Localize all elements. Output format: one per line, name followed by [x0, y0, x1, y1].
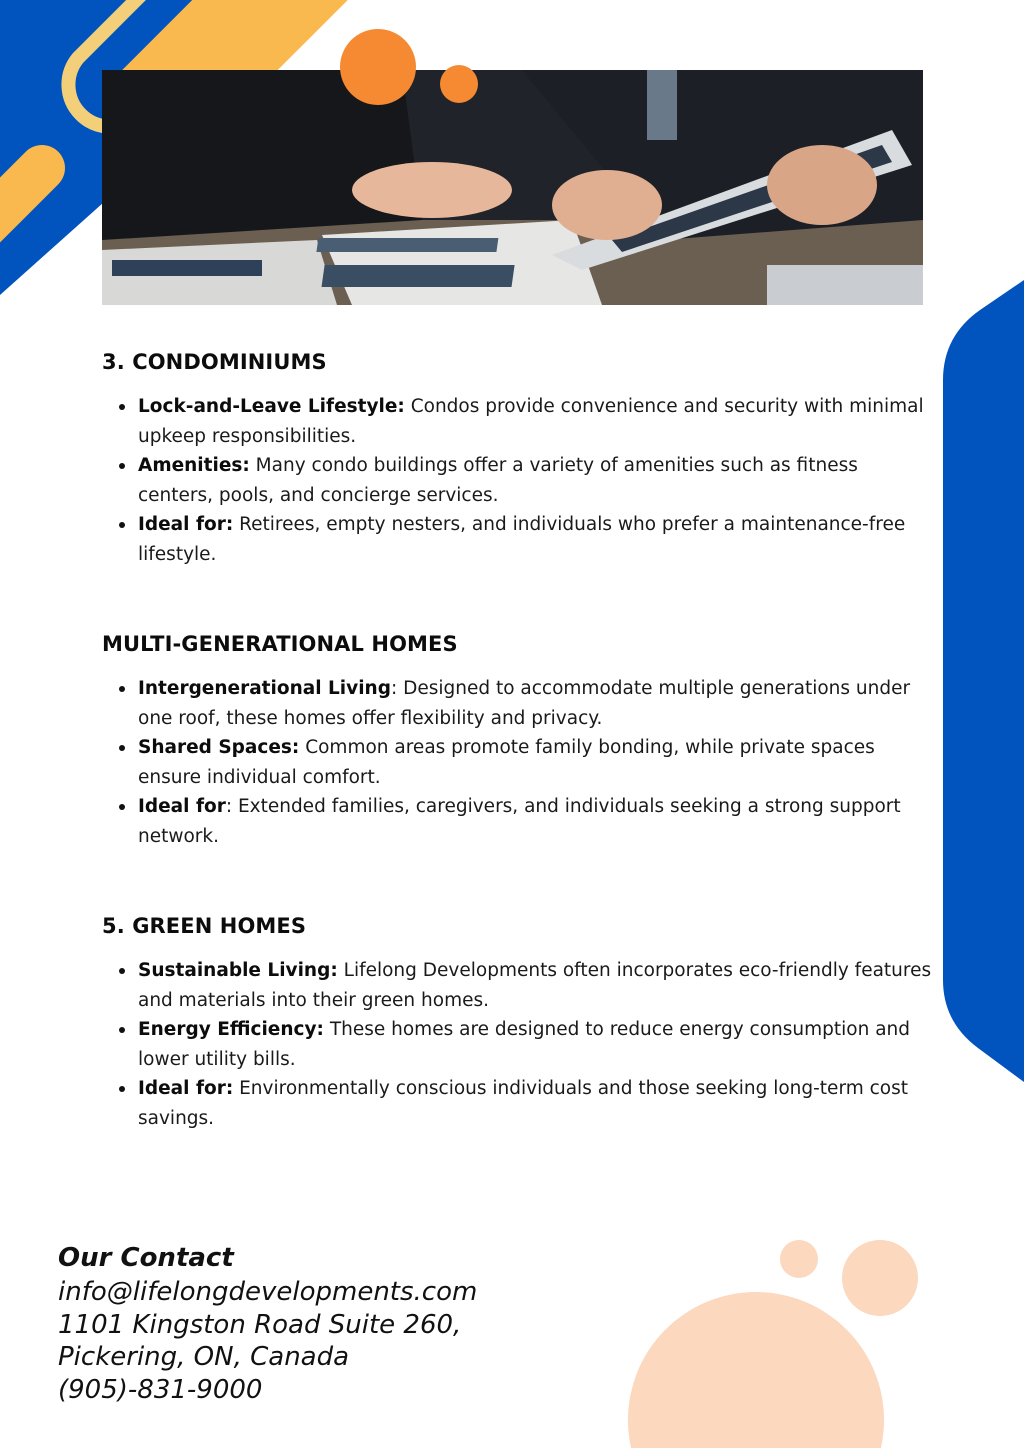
orange-circle-large	[340, 29, 416, 105]
item-label: Ideal for:	[138, 514, 234, 536]
bullet-list	[102, 674, 932, 852]
item-label: Ideal for	[138, 796, 226, 818]
meeting-illustration	[102, 70, 923, 305]
section-title: MULTI-GENERATIONAL HOMES	[102, 632, 458, 656]
list-item	[138, 956, 932, 1015]
item-label: Amenities:	[138, 455, 250, 477]
contact-email[interactable]: info@lifelongdevelopments.com	[58, 1277, 478, 1307]
item-text: Retirees, empty nesters, and individuals who prefer a maintenance-free lifestyle.	[138, 514, 906, 565]
item-text: Lifelong Developments often incorporates eco-friendly features and materials into their green homes.	[138, 960, 932, 1011]
decor-blue-side-tab	[940, 280, 1024, 1082]
bullet-list	[102, 392, 932, 570]
list-item	[138, 392, 932, 451]
item-text: : Extended families, caregivers, and individuals seeking a strong support network.	[138, 796, 901, 847]
item-text: Many condo buildings offer a variety of amenities such as fitness centers, pools, and concierge services.	[138, 455, 858, 506]
item-label: Sustainable Living:	[138, 960, 338, 981]
item-text: Condos provide convenience and security with minimal upkeep responsibilities.	[138, 396, 924, 447]
peach-circle-small	[780, 1240, 818, 1278]
decor-orange-circles	[330, 20, 490, 120]
list-item	[138, 1015, 932, 1074]
section-green-homes	[102, 914, 932, 1134]
list-item	[138, 792, 932, 851]
item-label: Lock-and-Leave Lifestyle:	[138, 396, 405, 417]
contact-block	[58, 1240, 477, 1406]
orange-circle-small	[440, 65, 478, 103]
item-text: Environmentally conscious individuals and those seeking long-term cost savings.	[138, 1078, 909, 1129]
contact-title: Our Contact	[58, 1243, 234, 1273]
section-title: 3. CONDOMINIUMS	[102, 350, 327, 374]
list-item	[138, 510, 932, 569]
bullet-list	[102, 956, 932, 1134]
item-label: Ideal for:	[138, 1078, 234, 1100]
list-item	[138, 1074, 932, 1133]
section-condominiums	[102, 350, 932, 570]
contact-address-line2: Pickering, ON, Canada	[58, 1342, 350, 1372]
item-text: Common areas promote family bonding, while private spaces ensure individual comfort.	[138, 737, 875, 788]
item-text: : Designed to accommodate multiple generations under one roof, these homes offer flexibility and privacy.	[138, 678, 911, 729]
item-label: Energy Efficiency:	[138, 1019, 324, 1041]
meeting-photo	[102, 70, 923, 305]
contact-address-line1: 1101 Kingston Road Suite 260,	[58, 1309, 462, 1340]
contact-phone[interactable]: (905)-831-9000	[58, 1374, 263, 1405]
list-item	[138, 733, 932, 792]
list-item	[138, 674, 932, 733]
peach-circle-large	[628, 1292, 884, 1448]
section-title: 5. GREEN HOMES	[102, 914, 307, 938]
peach-circle-medium	[842, 1240, 918, 1316]
item-text: These homes are designed to reduce energy consumption and lower utility bills.	[138, 1019, 911, 1070]
list-item	[138, 451, 932, 510]
item-label: Intergenerational Living	[138, 678, 391, 699]
section-multi-generational-homes	[102, 632, 932, 852]
item-label: Shared Spaces:	[138, 737, 300, 759]
decor-peach-circles	[620, 1230, 924, 1448]
